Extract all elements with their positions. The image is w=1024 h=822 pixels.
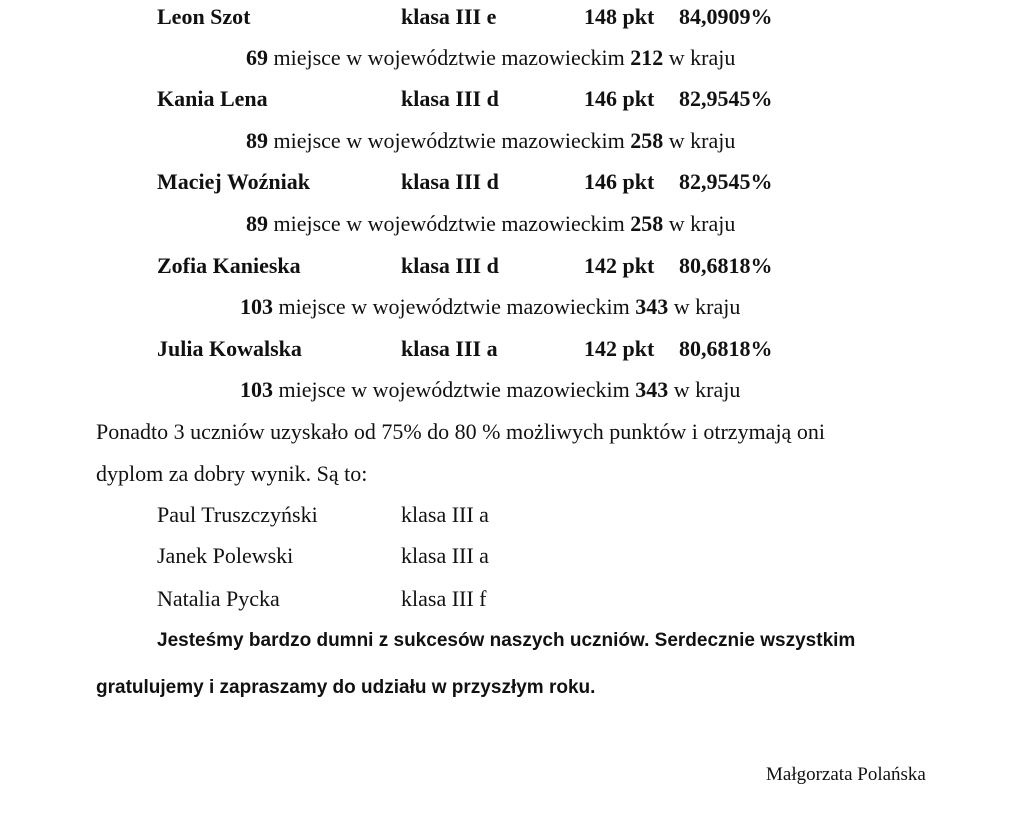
rank-text-end: w kraju: [663, 128, 736, 153]
student-name: Kania Lena: [157, 86, 268, 111]
student-class: klasa III d: [401, 169, 499, 194]
rank-text-end: w kraju: [668, 294, 741, 319]
rank-text-middle: miejsce w województwie mazowieckim: [268, 45, 631, 70]
rank-text-end: w kraju: [663, 211, 736, 236]
rank-row: [246, 44, 735, 72]
rank-row: [246, 127, 735, 155]
rank-text-middle: miejsce w województwie mazowieckim: [268, 211, 631, 236]
rank-text-middle: miejsce w województwie mazowieckim: [273, 377, 636, 402]
student-name: Maciej Woźniak: [157, 169, 310, 194]
student-points: 146 pkt: [584, 86, 655, 111]
student-class: klasa III a: [401, 502, 489, 527]
student-points: 142 pkt: [584, 253, 655, 278]
country-rank: 258: [630, 211, 664, 236]
rank-row: [240, 293, 740, 321]
student-percent: 80,6818%: [679, 253, 773, 278]
student-points: 148 pkt: [584, 4, 655, 29]
rank-row: [246, 210, 735, 238]
student-class: klasa III e: [401, 4, 497, 29]
student-points: 146 pkt: [584, 169, 655, 194]
student-class: klasa III d: [401, 253, 499, 278]
closing-line: gratulujemy i zapraszamy do udziału w przyszłym roku.: [96, 677, 596, 698]
country-rank: 258: [630, 128, 664, 153]
paragraph-line: Ponadto 3 uczniów uzyskało od 75% do 80 % możliwych punktów i otrzymają oni: [96, 419, 825, 444]
rank-text-middle: miejsce w województwie mazowieckim: [268, 128, 631, 153]
rank-text-middle: miejsce w województwie mazowieckim: [273, 294, 636, 319]
voivodeship-rank: 103: [240, 294, 273, 319]
student-class: klasa III a: [401, 336, 498, 361]
student-class: klasa III d: [401, 86, 499, 111]
voivodeship-rank: 89: [246, 128, 268, 153]
student-percent: 80,6818%: [679, 336, 773, 361]
student-percent: 84,0909%: [679, 4, 773, 29]
country-rank: 343: [635, 294, 669, 319]
country-rank: 212: [630, 45, 664, 70]
rank-row: [240, 376, 740, 404]
signature: Małgorzata Polańska: [766, 764, 926, 785]
voivodeship-rank: 103: [240, 377, 273, 402]
student-name: Julia Kowalska: [157, 336, 302, 361]
rank-text-end: w kraju: [668, 377, 741, 402]
student-class: klasa III f: [401, 586, 487, 611]
closing-line: Jesteśmy bardzo dumni z sukcesów naszych uczniów. Serdecznie wszystkim: [157, 630, 856, 651]
student-name: Zofia Kanieska: [157, 253, 301, 278]
country-rank: 343: [635, 377, 669, 402]
student-class: klasa III a: [401, 543, 489, 568]
student-name: Paul Truszczyński: [157, 502, 318, 527]
student-percent: 82,9545%: [679, 169, 773, 194]
voivodeship-rank: 89: [246, 211, 268, 236]
rank-text-end: w kraju: [663, 45, 736, 70]
student-percent: 82,9545%: [679, 86, 773, 111]
student-name: Leon Szot: [157, 4, 251, 29]
student-points: 142 pkt: [584, 336, 655, 361]
student-name: Natalia Pycka: [157, 586, 280, 611]
paragraph-line: dyplom za dobry wynik. Są to:: [96, 461, 368, 486]
voivodeship-rank: 69: [246, 45, 268, 70]
student-name: Janek Polewski: [157, 543, 294, 568]
